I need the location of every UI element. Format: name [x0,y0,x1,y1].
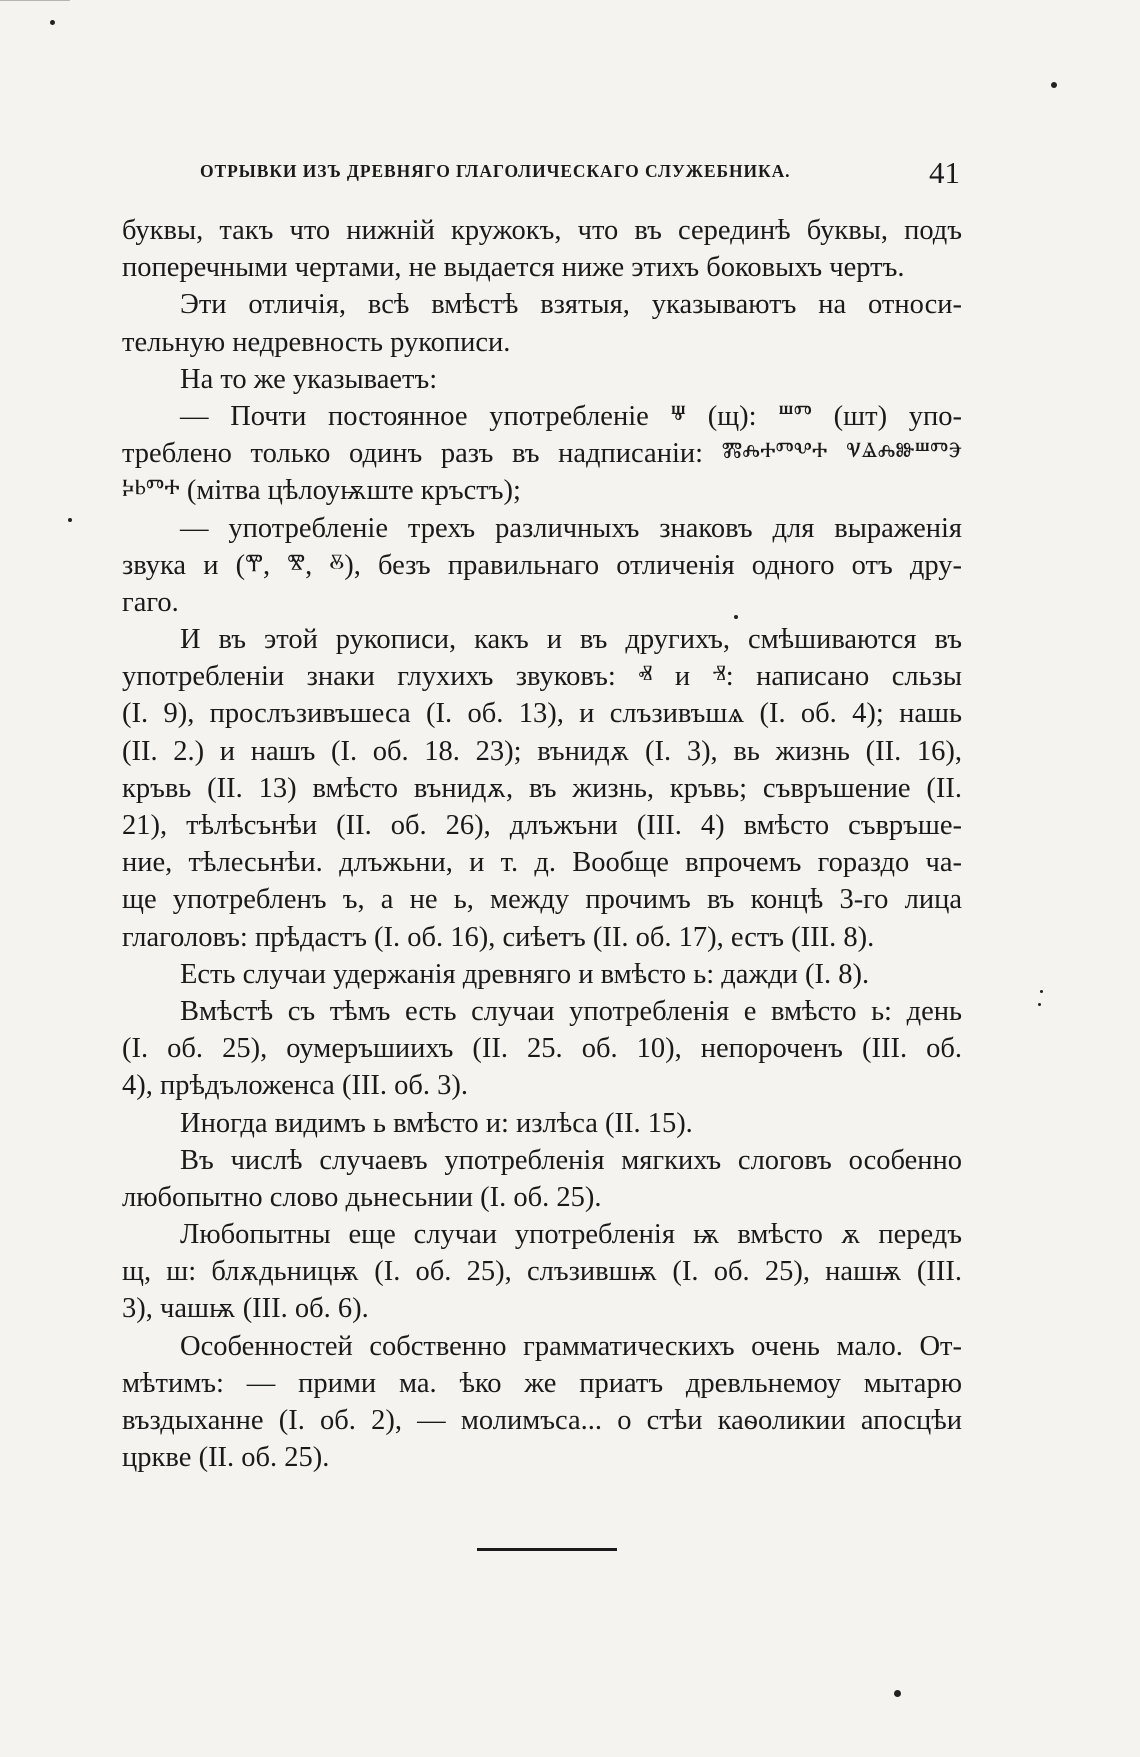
text-line: 3), чашѭ (III. об. 6). [122,1293,369,1325]
scan-speck [50,20,55,25]
text-line: (І. об. 25), оумеръшиихъ (II. 25. об. 10), непороченъ (III. об. [122,1033,962,1065]
text-line: — Почти постоянное употребленіе ⱋ (щ): ⱎⱅ (шт) упо- [180,400,962,432]
scan-speck [1040,990,1043,993]
text-line: любопытно слово дьнесьнии (І. об. 25). [122,1181,602,1213]
page-number: 41 [929,155,960,190]
scan-edge-mark [0,0,70,5]
text-line: звука и (ⰹ, ⰺ, ⰻ), безъ правильнаго отличенія одного отъ дру- [122,549,962,581]
text-line: ⰽⱃⱅⰰ (мітва цѣлоуѭште кръстъ); [122,475,521,507]
text-line: — употребленіе трехъ различныхъ знаковъ для выраженія [180,512,962,544]
text-line: тельную недревность рукописи. [122,326,511,358]
text-line: Любопытны еще случаи употребленія ѭ вмѣсто ѫ передъ [180,1219,962,1251]
text-line: Иногда видимъ ь вмѣсто и: излѣса (II. 15). [180,1107,693,1139]
text-line: глаголовъ: прѣдастъ (І. об. 16), сиѣетъ (II. об. 17), естъ (III. 8). [122,921,875,953]
text-line: Есть случаи удержанія древняго и вмѣсто ь: дажди (І. 8). [180,958,870,990]
text-line: поперечными чертами, не выдается ниже этихъ боковыхъ чертъ. [122,252,905,284]
text-line: въздыханне (І. об. 2), — молимъса... о стѣи каѳоликии апосцѣи [122,1405,962,1436]
scan-speck [894,1690,901,1697]
text-line: 4), прѣдъложенса (III. об. 3). [122,1070,469,1102]
text-line: (II. 2.) и нашъ (І. об. 18. 23); вънидѫ (І. 3), вь жизнь (II. 16), [122,735,962,767]
page-header [200,155,960,191]
text-line: кръвь (II. 13) вмѣсто вънидѫ, въ жизнь, кръвь; съвръшение (II. [122,772,962,804]
text-line: ще употребленъ ъ, а не ь, между прочимъ въ концѣ 3-го лица [122,884,962,916]
scan-speck [1051,82,1057,88]
text-line: гаго. [122,586,179,618]
text-line: Въ числѣ случаевъ употребленія мягкихъ слоговъ особенно [180,1144,962,1176]
body-text [122,212,962,1476]
scan-speck [1038,1003,1041,1006]
text-line: 21), тѣлѣсънѣи (II. об. 26), длъжъни (III. 4) вмѣсто съвръше- [122,810,962,841]
text-line: Эти отличія, всѣ вмѣстѣ взятыя, указываютъ на относи- [180,289,962,321]
text-line: щ, ш: блѫдьницѭ (І. об. 25), слъзившѭ (І. об. 25), нашѭ (III. [122,1256,962,1288]
end-rule [477,1548,617,1551]
text-line: треблено только одинъ разъ въ надписаніи: ⰿⰾⰰⱅⰲⰰ ⱌⱑⰾⱆⱎⱅⰵ [122,438,962,470]
text-line: На то же указываетъ: [180,363,438,395]
text-line: И въ этой рукописи, какъ и въ другихъ, смѣшиваются въ [180,624,962,656]
scan-speck [734,615,738,619]
text-line: Вмѣстѣ съ тѣмъ есть случаи употребленія е вмѣсто ь: день [180,995,962,1027]
text-line: употребленіи знаки глухихъ звуковъ: ⱏ и ⱐ: написано сльзы [122,661,962,693]
running-title: ОТРЫВКИ ИЗЪ ДРЕВНЯГО ГЛАГОЛИЧЕСКАГО СЛУЖЕБНИКА. [200,161,791,181]
text-line: (І. 9), прослъзивъшеса (І. об. 13), и слъзивъшѧ (І. об. 4); нашь [122,698,962,730]
scan-speck [68,518,72,522]
text-line: ние, тѣлесьнѣи. длъжьни, и т. д. Вообще впрочемъ гораздо ча- [122,847,962,879]
text-line: буквы, такъ что нижній кружокъ, что въ серединѣ буквы, подъ [122,215,962,246]
text-line: мѣтимъ: — прими ма. ѣко же приатъ древльнемоу мытарю [122,1367,962,1399]
text-line: црквe (II. об. 25). [122,1442,330,1474]
text-line: Особенностей собственно грамматическихъ очень мало. От- [180,1330,962,1362]
